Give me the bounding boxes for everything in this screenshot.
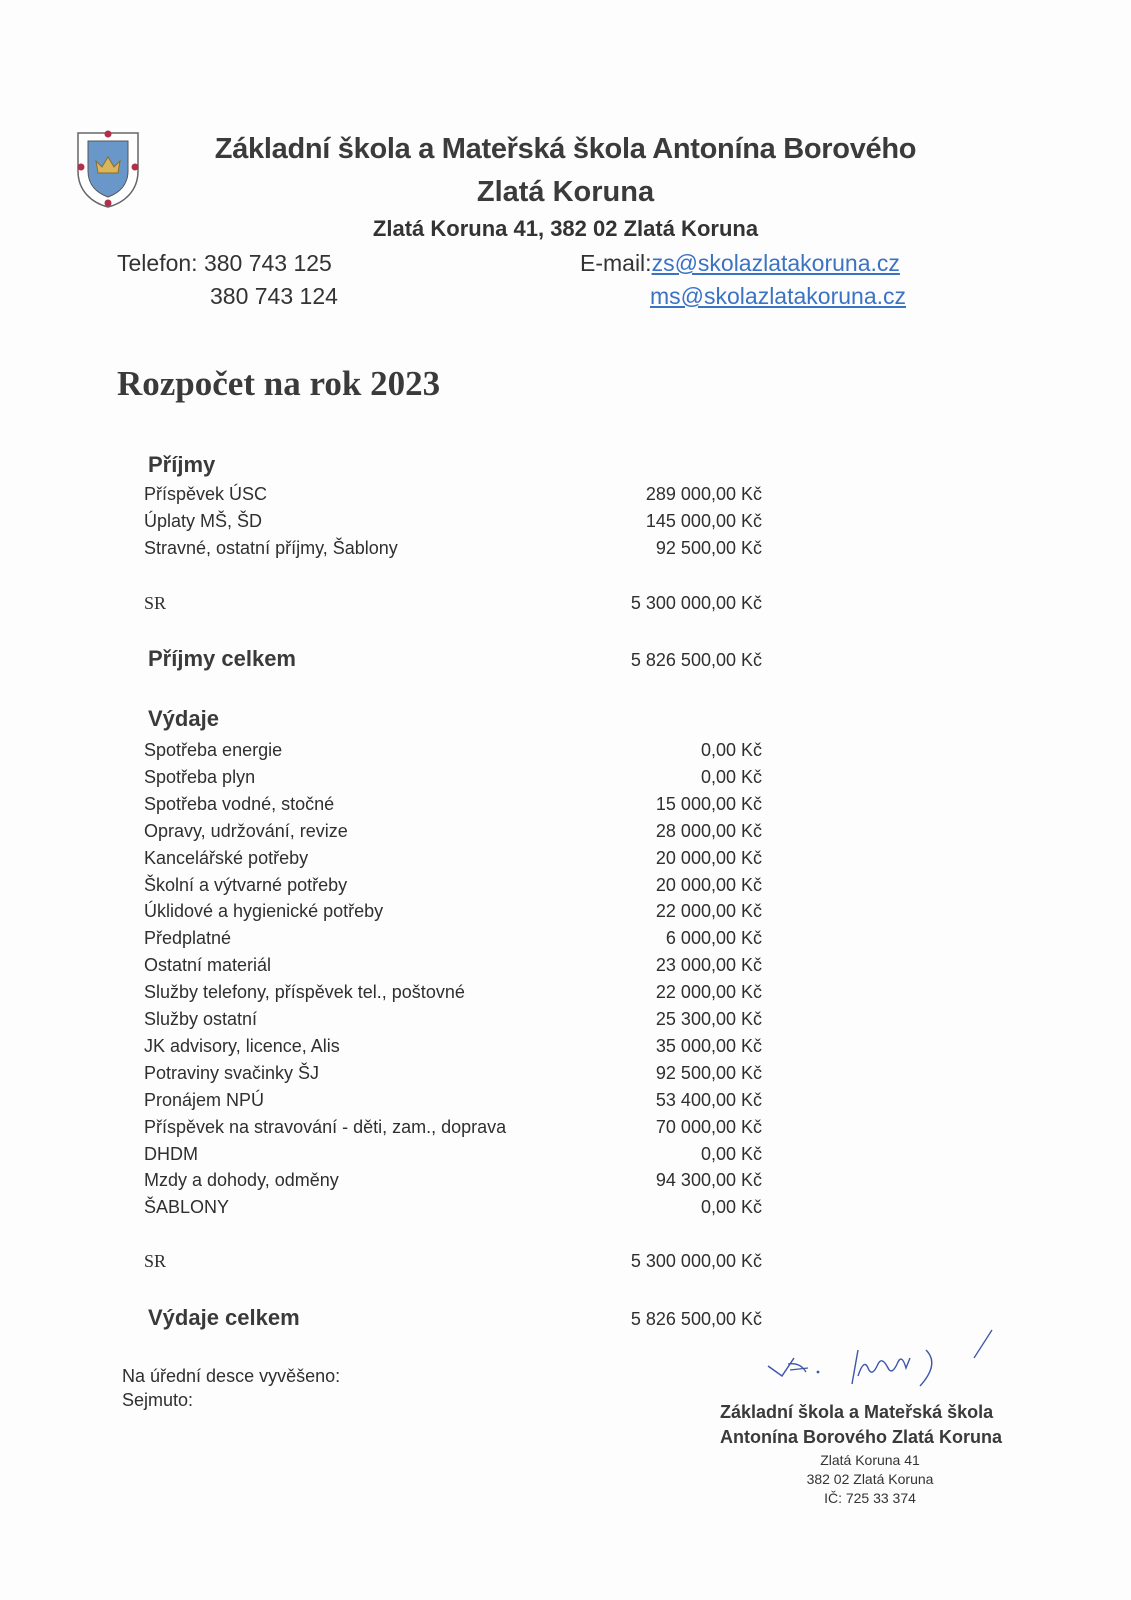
handwritten-signature-icon xyxy=(760,1328,1020,1408)
income-item-value: 145 000,00 Kč xyxy=(645,511,762,531)
income-total-value: 5 826 500,00 Kč xyxy=(630,650,762,670)
removed-label: Sejmuto: xyxy=(122,1390,194,1410)
expense-item-value: 0,00 Kč xyxy=(700,1197,762,1218)
expense-item-label: Předplatné xyxy=(144,928,232,949)
expense-item-value: 0,00 Kč xyxy=(700,740,762,760)
expense-item-value: 53 400,00 Kč xyxy=(655,1089,762,1110)
expense-item-label: Potraviny svačinky ŠJ xyxy=(144,1062,320,1083)
expense-item-value: 94 300,00 Kč xyxy=(655,1170,762,1191)
stamp-school-name-1: Základní škola a Mateřská škola xyxy=(720,1402,994,1422)
stamp-school-name-2: Antonína Borového Zlatá Koruna xyxy=(720,1427,1003,1447)
stamp-city: 382 02 Zlatá Koruna xyxy=(806,1471,934,1487)
expense-item-label: Mzdy a dohody, odměny xyxy=(144,1170,339,1191)
phone-number-2: 380 743 124 xyxy=(210,283,338,309)
expense-item-label: ŠABLONY xyxy=(144,1197,230,1218)
income-item-label: Úplaty MŠ, ŠD xyxy=(144,511,263,531)
school-address: Zlatá Koruna 41, 382 02 Zlatá Koruna xyxy=(372,216,759,241)
expense-item-label: Příspěvek na stravování - děti, zam., doprava xyxy=(144,1116,507,1137)
expenses-total-label: Výdaje celkem xyxy=(148,1305,300,1330)
expense-item-value: 23 000,00 Kč xyxy=(655,955,762,976)
expense-item-label: DHDM xyxy=(144,1143,198,1164)
expense-item-value: 20 000,00 Kč xyxy=(655,874,762,895)
email-label: E-mail: xyxy=(580,250,652,276)
expense-item-label: Služby ostatní xyxy=(144,1009,258,1029)
expense-item-label: Spotřeba vodné, stočné xyxy=(144,793,335,814)
expense-item-value: 15 000,00 Kč xyxy=(655,793,762,814)
expense-item-label: Spotřeba energie xyxy=(144,740,283,760)
school-name: Základní škola a Mateřská škola Antonína Borového xyxy=(214,133,917,165)
expense-item-value: 0,00 Kč xyxy=(700,766,762,787)
email-link-ms[interactable]: ms@skolazlatakoruna.cz xyxy=(650,283,906,309)
expense-item-value: 0,00 Kč xyxy=(700,1143,762,1164)
email-line-1 xyxy=(580,250,900,277)
stamp-address: Zlatá Koruna 41 xyxy=(820,1452,920,1468)
expense-item-value: 28 000,00 Kč xyxy=(655,820,762,841)
income-item-value: 92 500,00 Kč xyxy=(655,538,762,558)
expenses-sr-value: 5 300 000,00 Kč xyxy=(630,1251,762,1271)
income-sr-value: 5 300 000,00 Kč xyxy=(630,593,762,613)
expense-item-value: 70 000,00 Kč xyxy=(655,1116,762,1137)
income-total-label: Příjmy celkem xyxy=(148,646,296,671)
expense-item-value: 22 000,00 Kč xyxy=(655,982,762,1003)
expense-item-label: Školní a výtvarné potřeby xyxy=(144,874,348,895)
income-sr-label: SR xyxy=(144,593,167,613)
expense-item-value: 25 300,00 Kč xyxy=(655,1009,762,1029)
expense-item-value: 92 500,00 Kč xyxy=(655,1062,762,1083)
expense-item-label: Kancelářské potřeby xyxy=(144,847,309,868)
posted-on-board-label: Na úřední desce vyvěšeno: xyxy=(122,1366,341,1386)
expense-item-label: Ostatní materiál xyxy=(144,955,272,976)
expense-item-value: 20 000,00 Kč xyxy=(655,847,762,868)
expense-item-value: 35 000,00 Kč xyxy=(655,1035,762,1056)
expense-item-label: Spotřeba plyn xyxy=(144,766,256,787)
expense-item-label: Služby telefony, příspěvek tel., poštovné xyxy=(144,982,465,1003)
phone-number-1: Telefon: 380 743 125 xyxy=(117,250,332,276)
stamp-ic: IČ: 725 33 374 xyxy=(824,1490,916,1506)
income-item-label: Příspěvek ÚSC xyxy=(144,484,268,504)
expense-item-label: Opravy, udržování, revize xyxy=(144,820,348,841)
email-line-2 xyxy=(650,283,906,310)
income-item-label: Stravné, ostatní příjmy, Šablony xyxy=(144,538,398,558)
email-link-zs[interactable]: zs@skolazlatakoruna.cz xyxy=(651,250,900,276)
expense-item-label: Pronájem NPÚ xyxy=(144,1089,265,1110)
expenses-heading: Výdaje xyxy=(148,706,219,731)
expense-item-label: Úklidové a hygienické potřeby xyxy=(144,901,384,922)
school-town: Zlatá Koruna xyxy=(476,176,655,208)
income-item-value: 289 000,00 Kč xyxy=(645,484,762,504)
expenses-total-value: 5 826 500,00 Kč xyxy=(630,1309,762,1329)
document-title: Rozpočet na rok 2023 xyxy=(117,364,441,403)
expenses-sr-label: SR xyxy=(144,1251,167,1271)
income-heading: Příjmy xyxy=(148,452,216,477)
expense-item-value: 6 000,00 Kč xyxy=(665,928,762,949)
expense-item-label: JK advisory, licence, Alis xyxy=(144,1035,340,1056)
expense-item-value: 22 000,00 Kč xyxy=(655,901,762,922)
